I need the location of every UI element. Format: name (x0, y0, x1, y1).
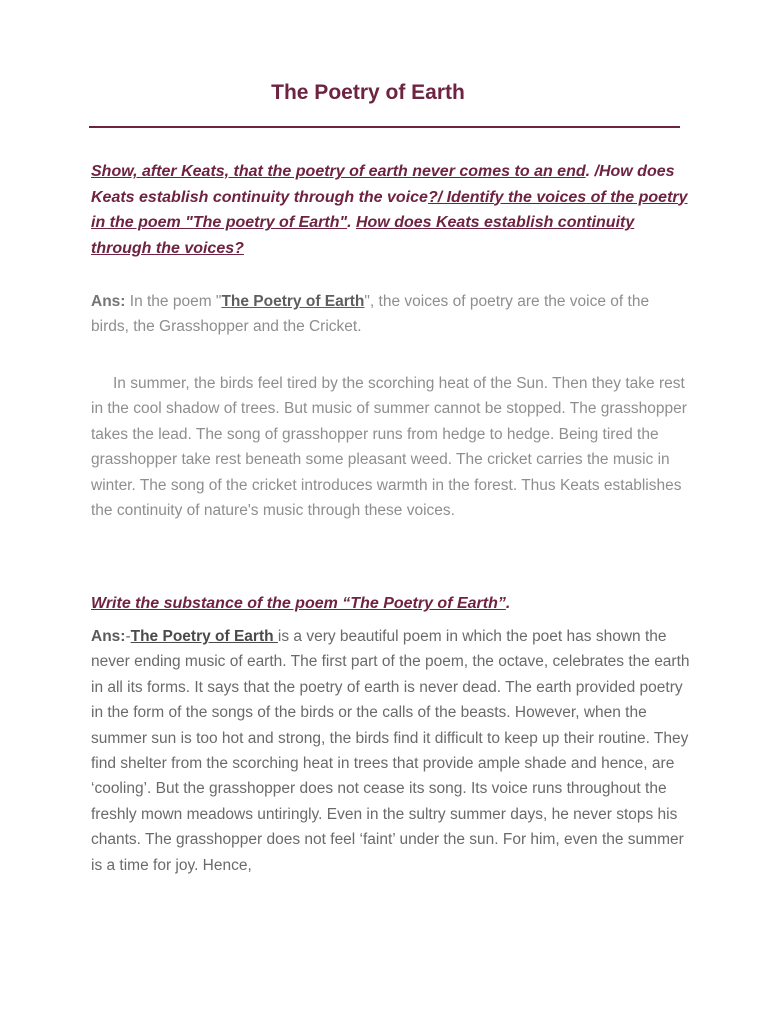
question-1-part-3: ?/ Identify the voices of the poetry in the poem "The poetry of Earth" (91, 188, 688, 231)
question-2-text: Write the substance of the poem “The Poetry of Earth” (91, 595, 506, 612)
answer-1-pre: In the poem " (125, 293, 222, 310)
answer-1-poem-reference: The Poetry of Earth (221, 293, 365, 310)
answer-1 (91, 289, 691, 340)
answer-2 (91, 624, 691, 878)
answer-2-label: Ans: (91, 628, 126, 645)
question-1 (91, 159, 691, 261)
answer-2-body: is a very beautiful poem in which the poet has shown the never ending music of earth. The first part of the poem, the octave, celebrates the earth in all its forms. It says that the poetry of earth is never dead. The earth provided poetry in the form of the songs of the birds or the calls of the beasts. However, when the summer sun is too hot and strong, the birds find it difficult to keep up their routine. They find shelter from the scorching heat in trees that provide ample shade and hence, are ‘cooling’. But the grasshopper does not cease its song. Its voice runs throughout the freshly mown meadows untiringly. Even in the sultry summer days, he never stops his chants. The grasshopper does not feel ‘faint’ under the sun. For him, even the summer is a time for joy. Hence, (91, 628, 690, 874)
document-title: The Poetry of Earth (271, 81, 465, 104)
answer-2-dash: - (125, 628, 131, 645)
question-1-part-2: . /How does Keats establish continuity through the voice (91, 163, 675, 206)
answer-1-paragraph-2-text: In summer, the birds feel tired by the scorching heat of the Sun. Then they take rest in the cool shadow of trees. But music of summer cannot be stopped. The grasshopper takes the lead. The song of grasshopper runs from hedge to hedge. Being tired the grasshopper take rest beneath some pleasant weed. The cricket carries the music in winter. The song of the cricket introduces warmth in the forest. Thus Keats establishes the continuity of nature's music through these voices. (91, 375, 687, 520)
answer-1-label: Ans: (91, 293, 126, 310)
answer-1-paragraph-2 (91, 371, 691, 523)
answer-1-post: ", the voices of poetry are the voice of the birds, the Grasshopper and the Cricket. (91, 293, 650, 336)
title-divider (89, 126, 680, 128)
question-2 (91, 591, 691, 617)
answer-2-poem-reference: The Poetry of Earth (130, 628, 278, 645)
question-1-part-4: . (347, 214, 356, 231)
question-2-end: . (505, 595, 511, 612)
question-1-part-1: Show, after Keats, that the poetry of earth never comes to an end (91, 163, 586, 180)
question-1-part-5: How does Keats establish continuity through the voices? (91, 214, 635, 257)
